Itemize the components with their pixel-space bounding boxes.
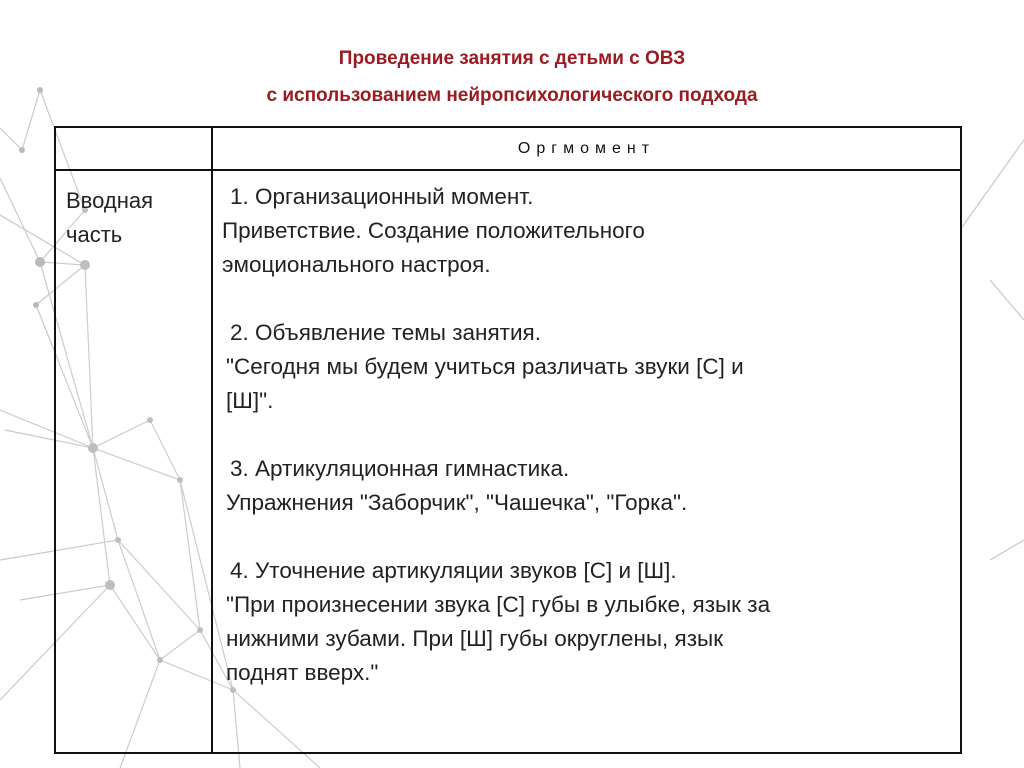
list-item xyxy=(222,316,952,418)
item-heading: 4. Уточнение артикуляции звуков [С] и [Ш]. xyxy=(230,558,677,583)
item-text-line: "Сегодня мы будем учиться различать звуки [С] и xyxy=(226,354,744,379)
item-text-line: эмоционального настроя. xyxy=(222,252,491,277)
list-item xyxy=(222,452,952,520)
table-header-divider xyxy=(56,169,960,171)
item-text-line: Приветствие. Создание положительного xyxy=(222,218,645,243)
lesson-content-cell xyxy=(222,180,952,690)
item-text-line: нижними зубами. При [Ш] губы округлены, язык xyxy=(226,626,724,651)
slide-title xyxy=(0,40,1024,114)
item-text-line: "При произнесении звука [С] губы в улыбке, язык за xyxy=(226,592,771,617)
slide-title-line-1: Проведение занятия с детьми с ОВЗ xyxy=(338,48,686,69)
item-heading: 2. Объявление темы занятия. xyxy=(230,320,541,345)
list-item xyxy=(222,554,952,690)
item-text-line: Упражнения "Заборчик", "Чашечка", "Горка". xyxy=(226,490,688,515)
lesson-table xyxy=(54,126,962,754)
item-text-line: поднят вверх." xyxy=(226,660,379,685)
list-item xyxy=(222,180,952,282)
item-heading: 1. Организационный момент. xyxy=(230,184,534,209)
slide-title-line-2: с использованием нейропсихологического подхода xyxy=(266,85,758,106)
item-text-line: [Ш]". xyxy=(226,388,274,413)
section-label-cell: Вводная часть xyxy=(66,188,154,247)
table-header-cell: Оргмомент xyxy=(517,139,656,157)
item-heading: 3. Артикуляционная гимнастика. xyxy=(230,456,570,481)
table-column-divider xyxy=(211,128,213,752)
